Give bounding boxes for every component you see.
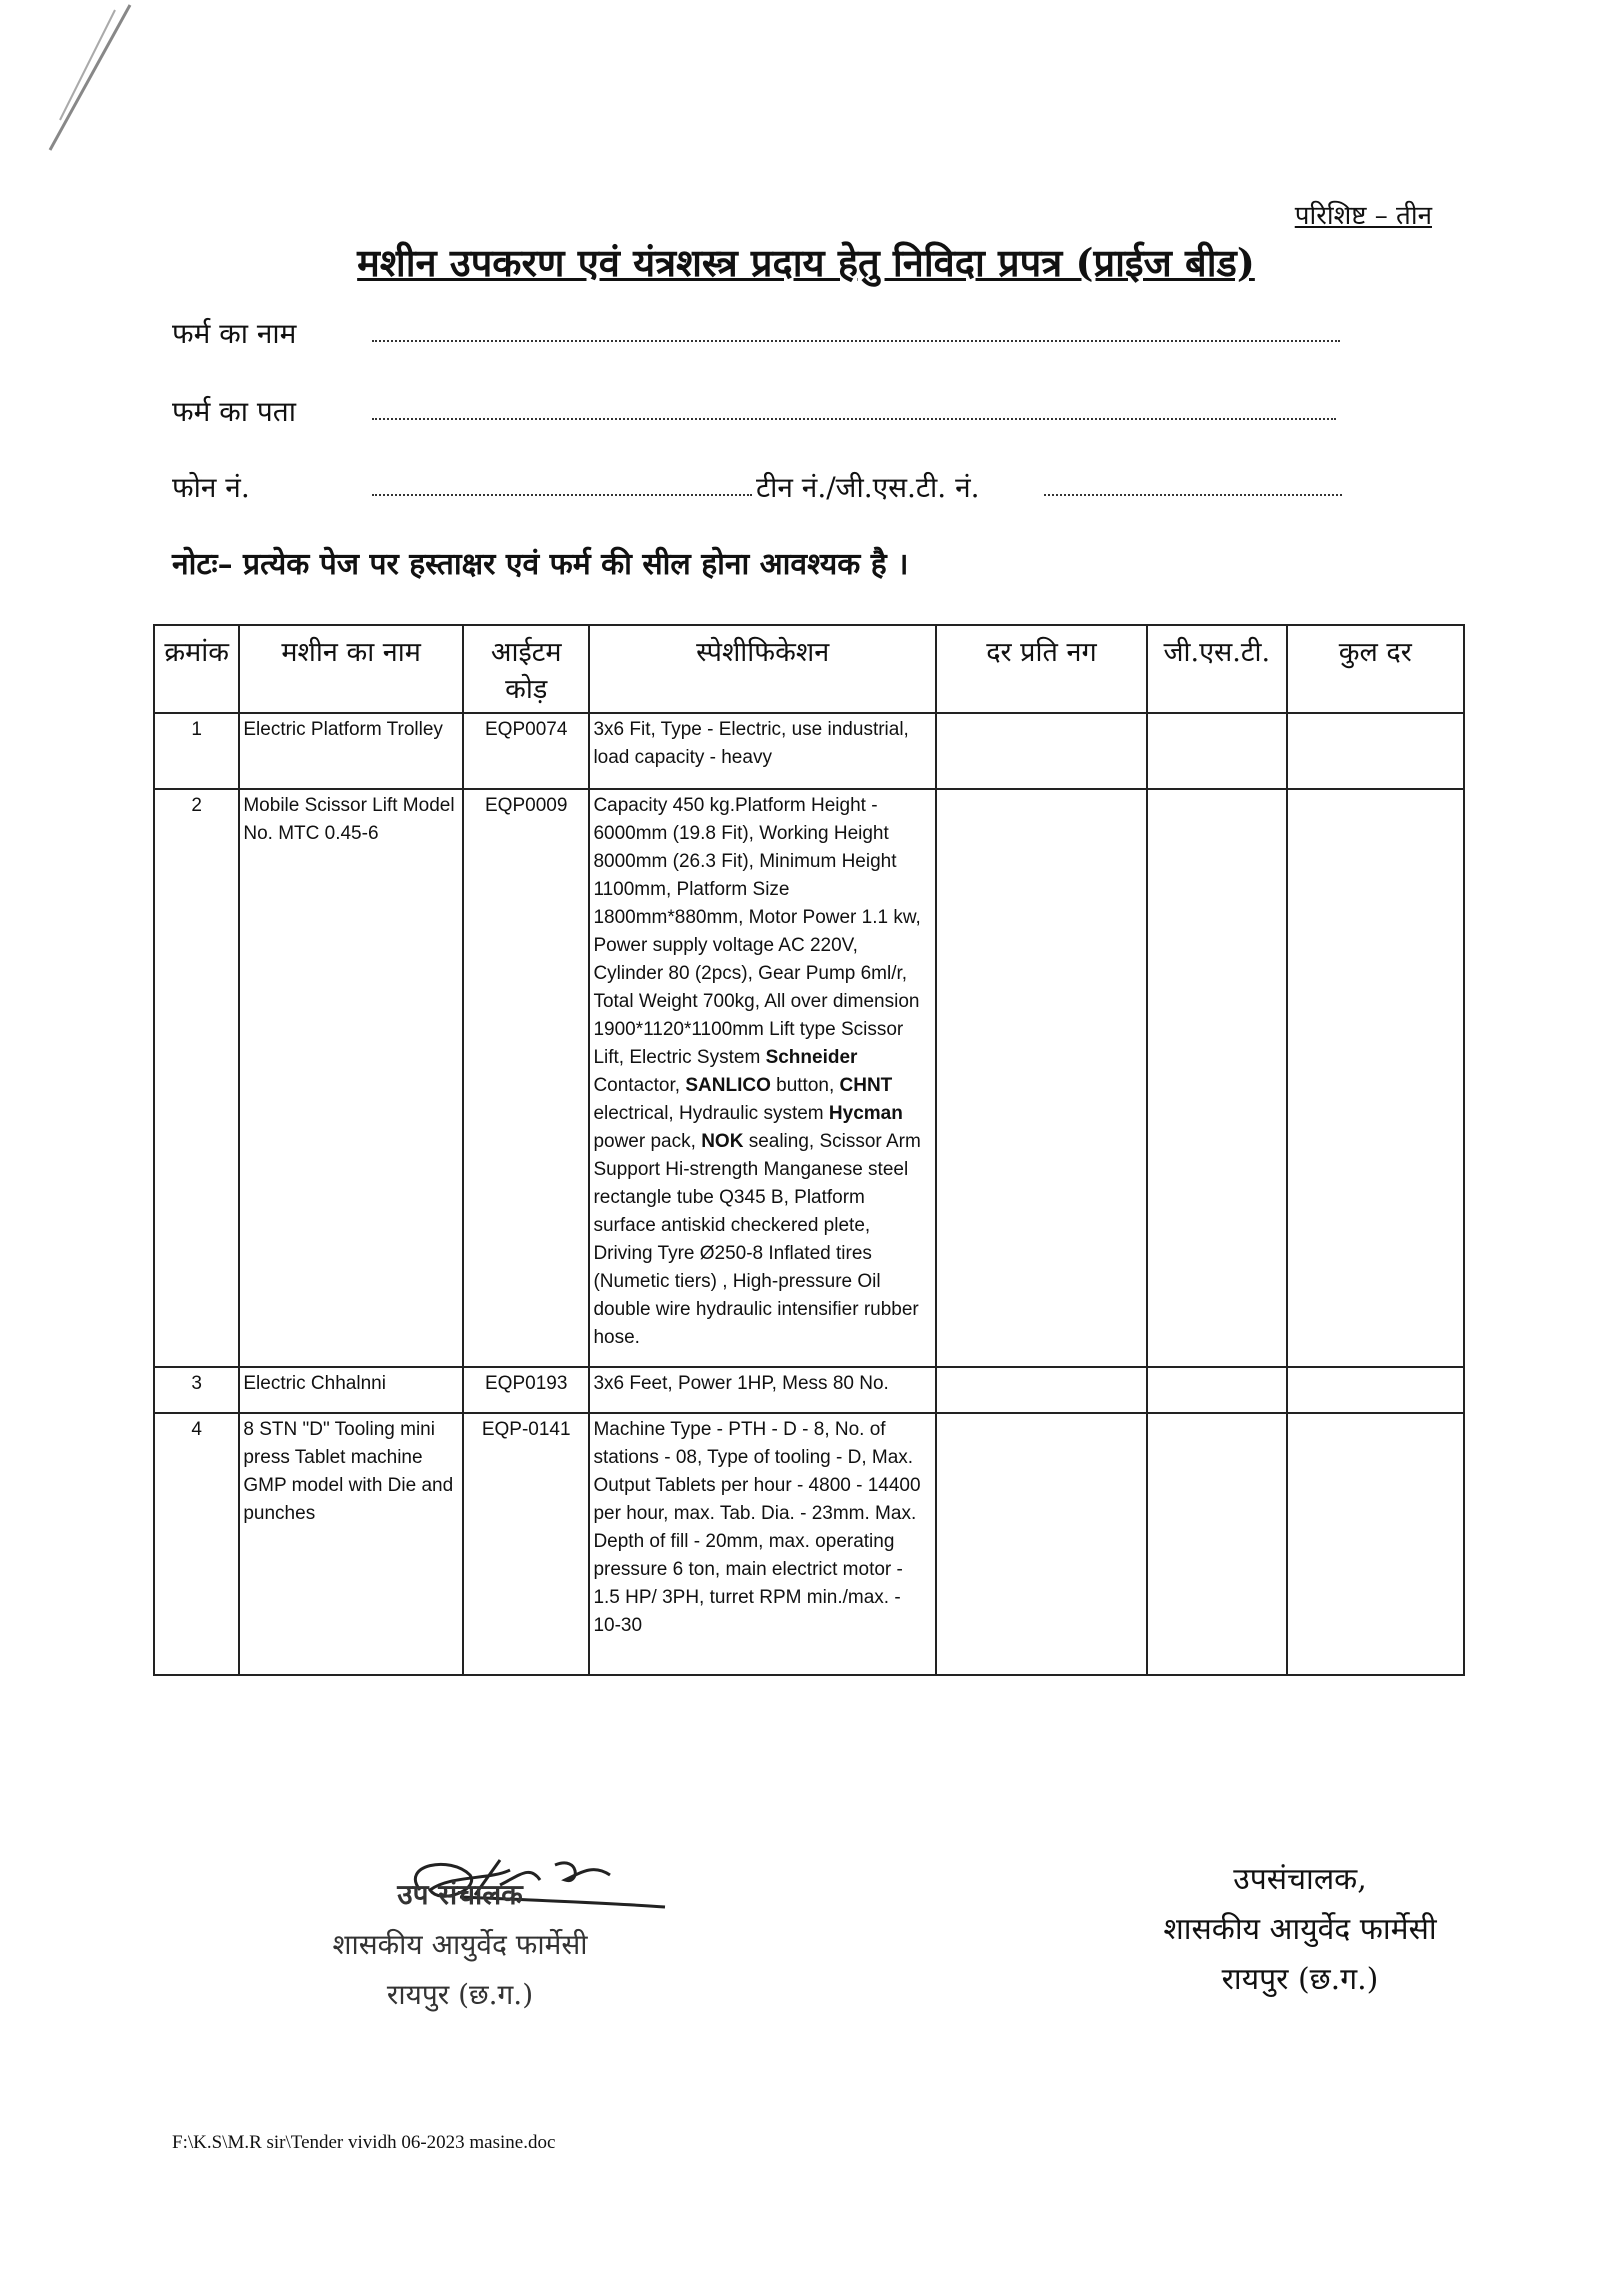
cell-sno: 3 [154, 1367, 239, 1413]
page-title: मशीन उपकरण एवं यंत्रशस्त्र प्रदाय हेतु निविदा प्रपत्र (प्राईज बीड) [357, 240, 1255, 285]
brand-name: CHNT [839, 1075, 893, 1096]
spec-text: power pack, [593, 1131, 696, 1152]
signature-right-office: शासकीय आयुर्वेद फार्मेसी [1163, 1912, 1437, 1947]
signature-right-city: रायपुर (छ.ग.) [1221, 1962, 1379, 1997]
cell-rate-blank[interactable] [936, 789, 1147, 1367]
cell-sno: 2 [154, 789, 239, 1367]
table-header-row [154, 625, 1464, 713]
cell-specification: 3x6 Feet, Power 1HP, Mess 80 No. [589, 1367, 935, 1413]
cell-total-blank[interactable] [1287, 1367, 1465, 1413]
phone-label: फोन नं. [172, 471, 250, 504]
table-row [154, 713, 1464, 789]
cell-rate-blank[interactable] [936, 713, 1147, 789]
cell-item-code: EQP-0141 [463, 1413, 590, 1675]
signature-left-office: शासकीय आयुर्वेद फार्मेसी [332, 1928, 588, 1961]
firm-name-label: फर्म का नाम [172, 317, 297, 350]
spec-text: electrical, Hydraulic system [593, 1103, 824, 1124]
table-row [154, 1367, 1464, 1413]
firm-address-label: फर्म का पता [172, 395, 297, 428]
spec-text: button, [776, 1075, 835, 1096]
spec-text: sealing, Scissor Arm Support Hi-strength Manganese steel rectangle tube Q345 B, Platform surface antiskid checkered plete, Driving Tyre Ø250-8 Inflated tires (Numetic tiers) , High-pressure Oil double wire hydraulic intensifier rubber hose. [593, 1131, 921, 1348]
cell-specification [589, 789, 935, 1367]
spec-text: Capacity 450 kg.Platform Height - 6000mm (19.8 Fit), Working Height 8000mm (26.3 Fit), Minimum Height 1100mm, Platform Size 1800mm*880mm, Motor Power 1.1 kw, Power supply voltage AC 220V, Cylinder 80 (2pcs), Gear Pump 6ml/r, Total Weight 700kg, All over dimension 1900*1120*1100mm Lift type Scissor Lift, Electric System [593, 795, 921, 1068]
signature-right-designation: उपसंचालक, [1233, 1862, 1367, 1897]
header-machine-name: मशीन का नाम [239, 625, 463, 713]
header-gst: जी.एस.टी. [1147, 625, 1287, 713]
cell-machine-name: Electric Platform Trolley [239, 713, 463, 789]
tender-table [153, 624, 1465, 1676]
table-row [154, 789, 1464, 1367]
annex-label: परिशिष्ट – तीन [1294, 201, 1432, 231]
tin-gst-label: टीन नं./जी.एस.टी. नं. [756, 471, 980, 504]
cell-machine-name: 8 STN "D" Tooling mini press Tablet machine GMP model with Die and punches [239, 1413, 463, 1675]
firm-address-blank [372, 418, 1336, 420]
header-specification: स्पेशीफिकेशन [589, 625, 935, 713]
table-row [154, 1413, 1464, 1675]
cell-total-blank[interactable] [1287, 789, 1465, 1367]
cell-machine-name: Electric Chhalnni [239, 1367, 463, 1413]
cell-sno: 1 [154, 713, 239, 789]
cell-machine-name: Mobile Scissor Lift Model No. MTC 0.45-6 [239, 789, 463, 1367]
note-text: नोटः– प्रत्येक पेज पर हस्ताक्षर एवं फर्म की सील होना आवश्यक है । [172, 547, 909, 582]
phone-blank [372, 494, 752, 496]
file-path-footer: F:\K.S\M.R sir\Tender vividh 06-2023 masine.doc [172, 2132, 556, 2153]
brand-name: Schneider [765, 1047, 858, 1068]
cell-gst-blank[interactable] [1147, 713, 1287, 789]
tin-gst-blank [1044, 494, 1342, 496]
cell-gst-blank[interactable] [1147, 1367, 1287, 1413]
cell-specification: 3x6 Fit, Type - Electric, use industrial, load capacity - heavy [589, 713, 935, 789]
cell-item-code: EQP0009 [463, 789, 590, 1367]
brand-name: Hycman [828, 1103, 903, 1124]
cell-total-blank[interactable] [1287, 713, 1465, 789]
cell-rate-blank[interactable] [936, 1413, 1147, 1675]
cell-rate-blank[interactable] [936, 1367, 1147, 1413]
header-total-rate: कुल दर [1287, 625, 1465, 713]
header-item-code: आईटम कोड़ [463, 625, 590, 713]
cell-item-code: EQP0074 [463, 713, 590, 789]
cell-item-code: EQP0193 [463, 1367, 590, 1413]
cell-sno: 4 [154, 1413, 239, 1675]
firm-name-blank [372, 340, 1340, 342]
signature-left-block [280, 1870, 640, 2020]
signature-left-designation: उप संचालक [397, 1878, 523, 1911]
header-sno: क्रमांक [154, 625, 239, 713]
signature-right-block [1100, 1855, 1500, 2005]
signature-left-city: रायपुर (छ.ग.) [386, 1978, 534, 2011]
cell-gst-blank[interactable] [1147, 789, 1287, 1367]
cell-gst-blank[interactable] [1147, 1413, 1287, 1675]
scan-corner-mark [20, 0, 140, 170]
cell-total-blank[interactable] [1287, 1413, 1465, 1675]
cell-specification: Machine Type - PTH - D - 8, No. of stations - 08, Type of tooling - D, Max. Output Tablets per hour - 4800 - 14400 per hour, max. Tab. Dia. - 23mm. Max. Depth of fill - 20mm, max. operating pressure 6 ton, main electrict motor - 1.5 HP/ 3PH, turret RPM min./max. - 10-30 [589, 1413, 935, 1675]
brand-name: NOK [701, 1131, 744, 1152]
header-rate-per-unit: दर प्रति नग [936, 625, 1147, 713]
brand-name: SANLICO [685, 1075, 771, 1096]
spec-text: Contactor, [593, 1075, 681, 1096]
